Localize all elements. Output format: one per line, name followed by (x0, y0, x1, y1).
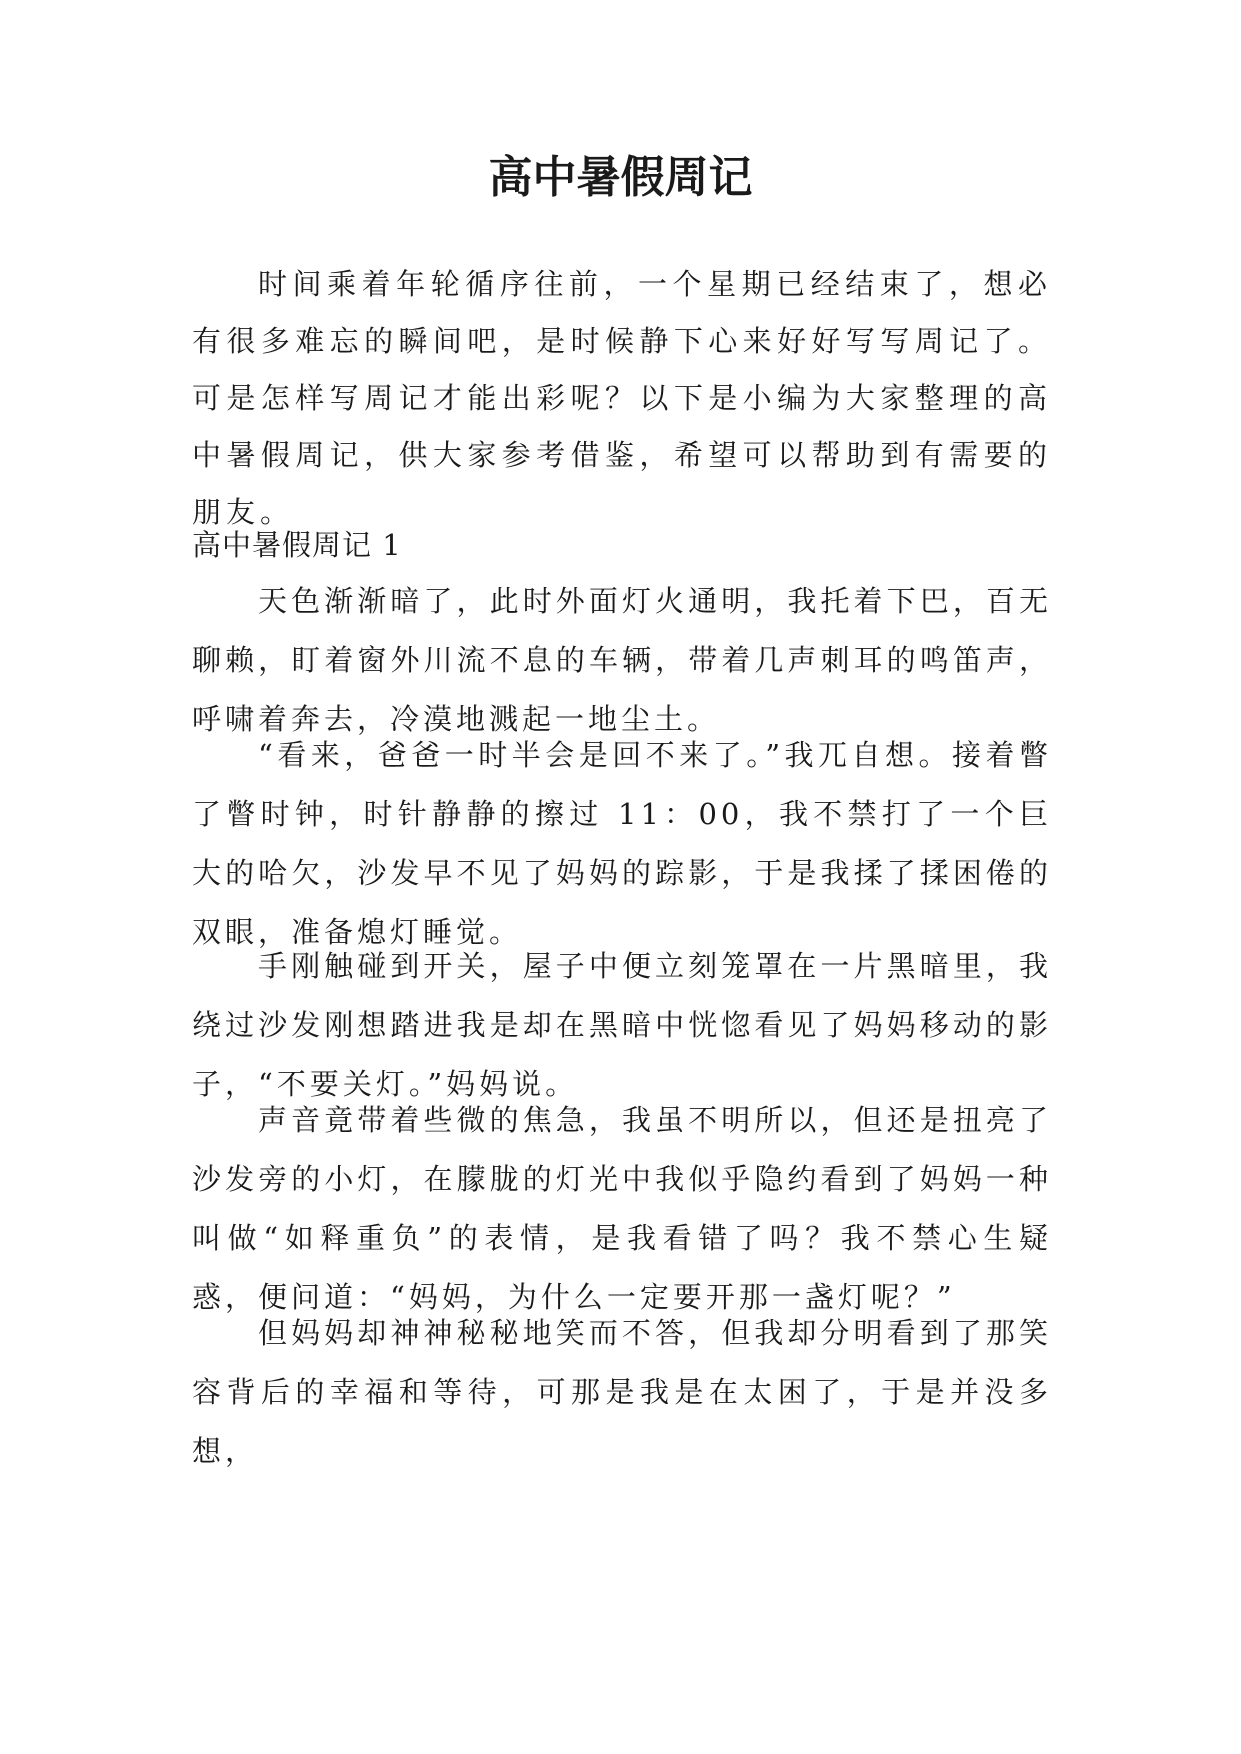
section-heading: 高中暑假周记 1 (192, 528, 402, 562)
body-paragraph-4: 声音竟带着些微的焦急，我虽不明所以，但还是扭亮了沙发旁的小灯，在朦胧的灯光中我似乎隐约看到了妈妈一种叫做“如释重负”的表情，是我看错了吗？我不禁心生疑惑，便问道：“妈妈，为什么一定要开那一盏灯呢？” (192, 1103, 1052, 1314)
body-paragraph-1: 天色渐渐暗了，此时外面灯火通明，我托着下巴，百无聊赖，盯着窗外川流不息的车辆，带着几声刺耳的鸣笛声，呼啸着奔去，冷漠地溅起一地尘土。 (192, 584, 1052, 736)
body-paragraph-5: 但妈妈却神神秘秘地笑而不答，但我却分明看到了那笑容背后的幸福和等待，可那是我是在太困了，于是并没多想， (192, 1316, 1052, 1468)
intro-paragraph: 时间乘着年轮循序往前，一个星期已经结束了，想必有很多难忘的瞬间吧，是时候静下心来好好写写周记了。可是怎样写周记才能出彩呢？以下是小编为大家整理的高中暑假周记，供大家参考借鉴，希望可以帮助到有需要的朋友。 (192, 267, 1052, 529)
document-title: 高中暑假周记 (488, 152, 753, 203)
body-paragraph-2: “看来，爸爸一时半会是回不来了。”我兀自想。接着瞥了瞥时钟，时针静静的擦过 11：00，我不禁打了一个巨大的哈欠，沙发早不见了妈妈的踪影，于是我揉了揉困倦的双眼，准备熄灯睡觉。 (192, 738, 1052, 949)
body-paragraph-3: 手刚触碰到开关，屋子中便立刻笼罩在一片黑暗里，我绕过沙发刚想踏进我是却在黑暗中恍惚看见了妈妈移动的影子，“不要关灯。”妈妈说。 (192, 949, 1052, 1101)
